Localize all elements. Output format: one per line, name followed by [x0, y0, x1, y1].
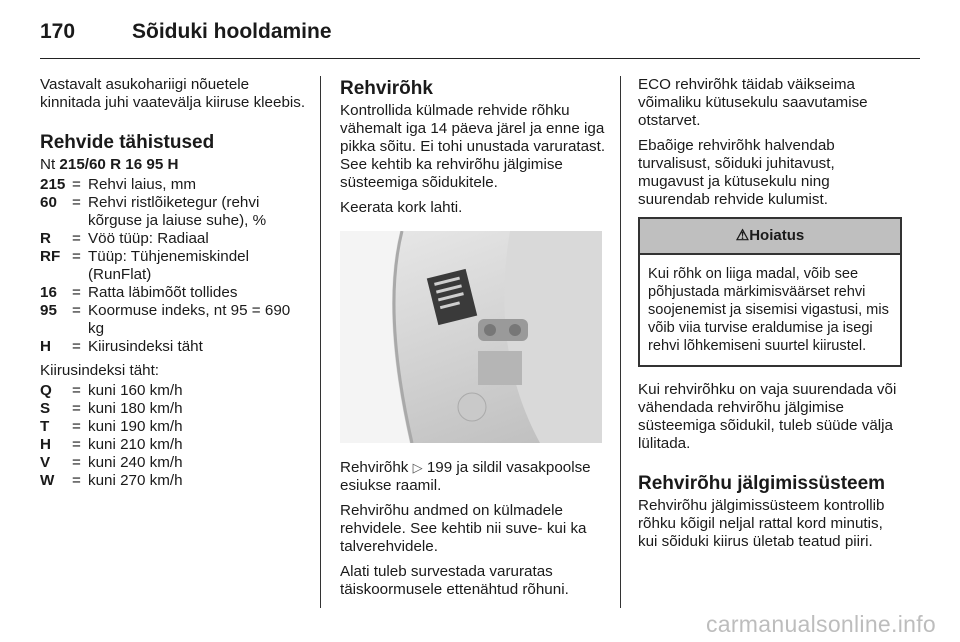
eco-pressure-paragraph: ECO rehvirõhk täidab väikseima võimaliku kütusekulu saavutamise otstarvet. — [638, 76, 868, 129]
definition-desc: Rehvi laius, mm — [88, 176, 197, 193]
speed-row — [40, 472, 306, 490]
example-prefix: Nt — [40, 156, 56, 173]
speed-limit: kuni 160 km/h — [88, 382, 183, 399]
column-divider-1 — [320, 76, 321, 608]
definition-row — [40, 338, 306, 356]
speed-limit: kuni 190 km/h — [88, 418, 183, 435]
page-header — [40, 20, 332, 50]
warning-triangle-icon: ⚠ — [735, 227, 750, 244]
equals-sign: = — [72, 194, 81, 211]
warning-box — [638, 217, 902, 367]
door-frame-illustration — [340, 231, 602, 443]
pressure-paragraph-5: Alati tuleb survestada varuratas täiskoormusele ettenähtud rõhuni. — [340, 563, 569, 598]
definition-term: RF — [40, 248, 61, 265]
definition-row — [40, 194, 306, 230]
warning-title: Hoiatus — [749, 227, 805, 244]
speed-row — [40, 454, 306, 472]
header-divider — [40, 58, 920, 59]
column-divider-2 — [620, 76, 621, 608]
definition-row — [40, 302, 306, 338]
tpms-heading: Rehvirõhu jälgimissüsteem — [638, 473, 886, 494]
warning-header — [640, 219, 900, 255]
door-frame-label-photo — [340, 231, 602, 443]
definition-term: R — [40, 230, 51, 247]
column-middle — [340, 76, 606, 606]
page-number: 170 — [40, 20, 76, 43]
speed-row — [40, 400, 306, 418]
pressure-ref-suffix: 199 ja sildil vasakpoolse esiukse raamil. — [340, 459, 591, 494]
definition-row — [40, 284, 306, 302]
equals-sign: = — [72, 436, 81, 453]
speed-limit: kuni 180 km/h — [88, 400, 183, 417]
warning-text: Kui rõhk on liiga madal, võib see põhjustada märkimisväärset rehvi soojenemist ja sisemisi vigastusi, mis võib viia turvise eraldumise ja isegi rehvi lõhkemiseni suurtel kiirustel. — [648, 266, 889, 354]
example-line — [40, 156, 306, 174]
speed-letter: S — [40, 400, 51, 417]
speed-letter: Q — [40, 382, 52, 399]
pressure-paragraph-4: Rehvirõhu andmed on külmadele rehvidele. See kehtib nii suve- kui ka talverehvidele. — [340, 502, 587, 555]
equals-sign: = — [72, 284, 81, 301]
example-code: 215/60 R 16 95 H — [59, 156, 179, 173]
speed-index-list — [40, 382, 306, 490]
equals-sign: = — [72, 454, 81, 471]
speed-row — [40, 382, 306, 400]
definition-row — [40, 248, 306, 284]
incorrect-pressure-paragraph: Ebaõige rehvirõhk halvendab turvalisust, sõiduki juhitavust, mugavust ja kütusekulu ning suurendab rehvide kulumist. — [638, 137, 835, 208]
definition-row — [40, 176, 306, 194]
speed-letter: H — [40, 436, 51, 453]
adjust-pressure-paragraph: Kui rehvirõhku on vaja suurendada või vähendada rehvirõhu jälgimise süsteemiga sõidukil, tuleb süüde välja lülitada. — [638, 381, 897, 452]
pressure-paragraph-3 — [340, 459, 606, 495]
chapter-title: Sõiduki hooldamine — [132, 20, 332, 43]
watermark: carmanualsonline.info — [705, 611, 936, 637]
equals-sign: = — [72, 400, 81, 417]
definition-desc: Ratta läbimõõt tollides — [88, 284, 238, 301]
speed-letter: T — [40, 418, 50, 435]
definition-term: H — [40, 338, 51, 355]
equals-sign: = — [72, 176, 81, 193]
definition-row — [40, 230, 306, 248]
speed-row — [40, 436, 306, 454]
tire-markings-heading: Rehvide tähistused — [40, 132, 215, 153]
speed-index-intro: Kiirusindeksi täht: — [40, 362, 160, 379]
pressure-paragraph-1: Kontrollida külmade rehvide rõhku vähemalt iga 14 päeva järel ja enne iga pikka sõitu. Ei tohi unustada varuratast. See kehtib ka rehvirõhu jälgimise süsteemiga sõidukitele. — [340, 102, 606, 191]
definition-desc: Kiirusindeksi täht — [88, 338, 203, 355]
tire-pressure-heading: Rehvirõhk — [340, 78, 433, 99]
definition-term: 60 — [40, 194, 57, 211]
equals-sign: = — [72, 302, 81, 319]
speed-limit: kuni 210 km/h — [88, 436, 183, 453]
equals-sign: = — [72, 472, 81, 489]
equals-sign: = — [72, 338, 81, 355]
definition-desc: Tüüp: Tühjenemiskindel (RunFlat) — [88, 248, 249, 283]
definition-term: 95 — [40, 302, 57, 319]
equals-sign: = — [72, 418, 81, 435]
pressure-ref-prefix: Rehvirõhk — [340, 459, 409, 476]
equals-sign: = — [72, 382, 81, 399]
intro-paragraph: Vastavalt asukohariigi nõuetele kinnitada juhi vaatevälja kiiruse kleebis. — [40, 76, 306, 111]
speed-limit: kuni 270 km/h — [88, 472, 183, 489]
equals-sign: = — [72, 248, 81, 265]
definition-desc: Vöö tüüp: Radiaal — [88, 230, 209, 247]
pressure-paragraph-2: Keerata kork lahti. — [340, 199, 463, 216]
definition-desc: Rehvi ristlõiketegur (rehvi kõrguse ja laiuse suhe), % — [88, 194, 267, 229]
speed-limit: kuni 240 km/h — [88, 454, 183, 471]
definition-term: 16 — [40, 284, 57, 301]
column-left — [40, 76, 306, 496]
tpms-paragraph: Rehvirõhu jälgimissüsteem kontrollib rõhku kõigil neljal rattal kord minutis, kui sõiduki kiirus ületab teatud piiri. — [638, 497, 885, 550]
definition-desc: Koormuse indeks, nt 95 = 690 kg — [88, 302, 291, 337]
tire-definitions — [40, 176, 306, 356]
page-reference-arrow-icon: ▷ — [412, 460, 423, 475]
column-right — [638, 76, 902, 558]
speed-letter: V — [40, 454, 51, 471]
speed-letter: W — [40, 472, 55, 489]
definition-term: 215 — [40, 176, 66, 193]
equals-sign: = — [72, 230, 81, 247]
speed-row — [40, 418, 306, 436]
